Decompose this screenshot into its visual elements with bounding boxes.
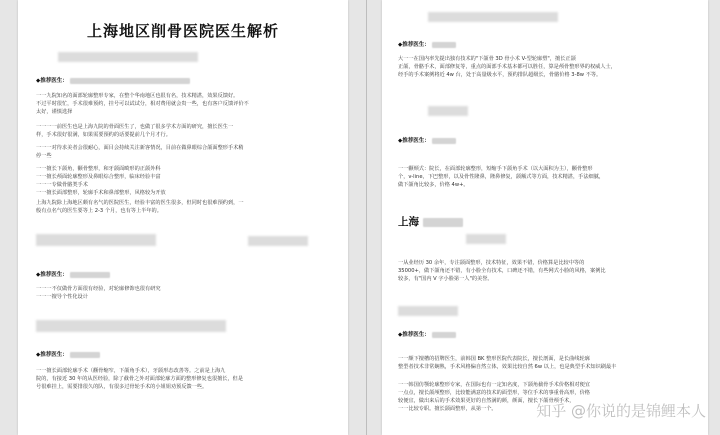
paragraph-line: 正颌，骨骼手术，面部修复等，重点的面部手术基本都可以胜任，算是颅骨整形界的权威人士， [398,64,616,70]
paragraph-line: 一一擅长颅面轮廓整形及鼻眼综合整形，临床经验丰富 [36,174,161,180]
blurred-heading [36,234,156,246]
recommend-doctor-label: ◆推荐医生： [398,136,456,144]
blurred-heading [36,320,226,332]
paragraph-line: 样，手术很好很满，如果需要预约的话要提前几个月才行。 [36,132,171,138]
paragraph-line: 一一颧颊式：院长，在面部轮廓整形，短缩手下颌角手术（以大面积为主），颧骨整形 [398,166,593,172]
blurred-heading [428,12,558,22]
paragraph-line: 一一一一前医生也是上海九院的骨面医生了，也做了很多学术方面的研究，擅长医生一 [36,124,234,130]
paragraph-line: 一一擅长下颌角，颧骨整形，和牙颌面畸形的正颌外科 [36,166,161,172]
paragraph-line: 较多，有"国内 V 字小脸第一人"的美誉。 [398,276,493,282]
document-page-left [18,0,348,435]
zhihu-watermark: 知乎 @你说的是锦鲤本人 [536,402,706,420]
paragraph-line: 较便宜，做出来后的手术效果更好的自然满的颜，颜面，擅长下颌骨颅手术， [398,398,575,404]
paragraph-line: 一从业经历 30 余年，专注颌面整形，技术特征，效果不错，价格算是比较中等的 [398,260,585,266]
paragraph-line: 一一比较专职。擅长颌面整形，从第一个。 [398,406,497,412]
paragraph-line: 上海九院除上海地区颇有名气的医院医生，经验丰富的医生很多，但同时也很难预约到，一 [36,200,244,206]
recommend-doctor-label: ◆推荐医生： [36,270,110,278]
blurred-heading [428,106,468,116]
paragraph-line: 太好，谨慎选择 [36,109,73,115]
paragraph-line: 院的，有接近 30 年的从医经验，除了截骨之外对面部轮廓方面的整形修复也很擅长，但是 [36,376,244,382]
paragraph-line: 做下颌角比较多，价格 4w+。 [398,182,469,188]
paragraph-line: 一一一擅导个性化设计 [36,294,88,300]
paragraph-line: 停一些 [36,153,52,159]
section-heading: 上海 [398,214,463,229]
blurred-heading [398,306,458,316]
paragraph-line: 经手的手术案例将近 4w 台，处于高量级水平，预约排队超级长，骨骼价格 3-8w 不等。 [398,72,602,78]
paragraph-line: 号很难挂上，需要排很久的队，有很多过骨轮手术的小姐姐劝预反馈一些。 [36,384,208,390]
document-title: 上海地区削骨医院医生解析 [86,22,279,40]
paragraph-line: 一一一对待求美者会很耐心，面目会持续关注新客情况，目前在做鼻眼综合颌面整形手术稍 [36,145,244,151]
paragraph-line: 一一韩国仿颚轮廓整形专家，在国际也有一定知名度，下颌角截骨手术价格相对便宜 [398,382,590,388]
page-gap-divider [366,0,367,435]
paragraph-line: 不过平时很忙，手术很难预约，挂号可以试试分，相对费用就会贵一些，也有客户反馈评价不 [36,101,249,107]
recommend-doctor-label: ◆推荐医生： [398,330,456,338]
paragraph-line: 一点点，擅长颌颅整形，比较能满意的技术的面型形，等位手术的事重骨高形，价格 [398,390,590,396]
document-page-right [382,0,708,435]
blurred-subtitle [58,52,198,62]
paragraph-line: 一一九院知名的面部轮廓整形专家，在整个华南地区也很有名，技术精湛，效果反馈好。 [36,93,239,99]
paragraph-line: 般有点名气的医生要等上 2-3 个月，也有等上半年的。 [36,208,162,214]
paragraph-line: 大一一在国内率先提出独有技术的"下颌骨 3D 骨小术 V-型轮廓塑"，擅长正颌 [398,56,576,62]
paragraph-line: 个，v-line，下巴整形，以及骨性隆鼻，隆鼻修复，颌额式等方面，技术精湛，手法细腻， [398,174,605,180]
paragraph-line: 一一一不仅做骨方面很有经验，对轮廓修饰也很有研究 [36,286,161,292]
recommend-doctor-label: ◆推荐医生： [36,76,190,84]
recommend-doctor-label: ◆推荐医生： [398,40,456,48]
paragraph-line: 整型者技术非常娴熟，手术风格偏自然立体，效果比较自然 6w 以上，也是典型手术知识刷最丰 [398,364,617,370]
recommend-doctor-label: ◆推荐医生： [36,350,100,358]
paragraph-line: 35000+，做下颌角还不错，有小脸全有技术，口碑还不错，有些网式小脸的风格，案例比 [398,268,606,274]
paragraph-line: 一一颇下擅槽的招牌医生，前韩国 BK 整形医院代表院长，擅长剖面，是长曲线轮廓 [398,356,590,362]
blurred-heading [466,234,506,244]
paragraph-line: 一一擅长面部整形，轮廓手术和鼻部整形，风格较为开放 [36,190,166,196]
paragraph-line: 一一一专做骨骼类手术 [36,182,88,188]
paragraph-line: 一一擅长面部轮廓手术（颧骨缩窄，下颌角手术），牙颌形态改善等。之前是上海九 [36,368,226,374]
blurred-heading [248,236,308,246]
